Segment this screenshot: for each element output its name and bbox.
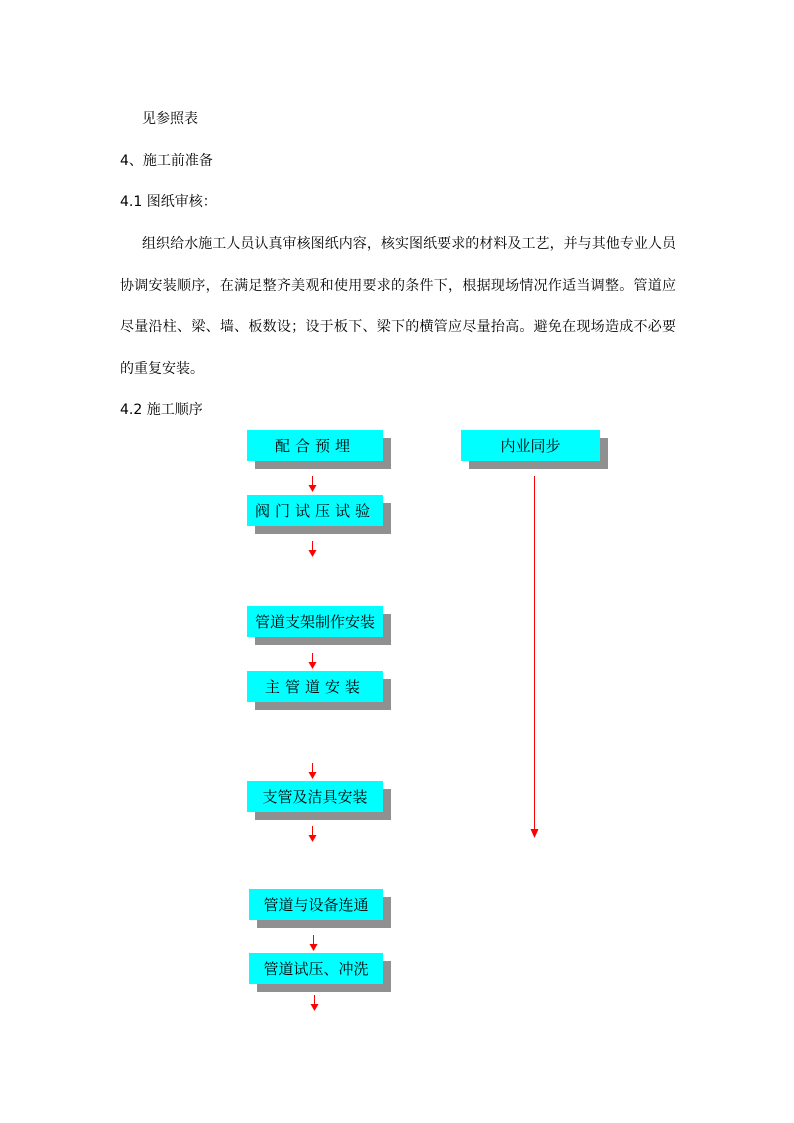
section-4-1-heading: 4.1 图纸审核： bbox=[120, 194, 217, 210]
flow-step-label: 阀门试压试验 bbox=[247, 495, 383, 526]
down-arrow-icon bbox=[308, 826, 317, 842]
down-arrow-icon bbox=[308, 541, 317, 557]
section-4-heading: 4、施工前准备 bbox=[120, 153, 213, 169]
flow-step-3 bbox=[247, 606, 383, 637]
flow-step-5 bbox=[247, 781, 383, 812]
flow-step-4 bbox=[247, 671, 383, 702]
down-arrow-icon bbox=[308, 653, 317, 669]
flow-step-label: 内业同步 bbox=[461, 430, 600, 461]
down-arrow-icon bbox=[310, 995, 319, 1011]
section-4-2-heading: 4.2 施工顺序 bbox=[120, 402, 203, 418]
flow-step-label: 主管道安装 bbox=[247, 671, 383, 702]
flow-step-1 bbox=[247, 430, 383, 461]
flow-step-6 bbox=[249, 889, 383, 920]
flow-step-7 bbox=[249, 953, 383, 984]
section-4-1-paragraph: 组织给水施工人员认真审核图纸内容，核实图纸要求的材料及工艺，并与其他专业人员协调安装顺序，在满足整齐美观和使用要求的条件下，根据现场情况作适当调整。管道应尽量沿柱、梁、墙、板数设；设于板下、梁下的横管应尽量抬高。避免在现场造成不必要的重复安装。 bbox=[120, 236, 676, 377]
down-arrow-icon bbox=[308, 763, 317, 779]
flow-step-label: 管道与设备连通 bbox=[249, 889, 383, 920]
flow-step-label: 管道支架制作安装 bbox=[247, 606, 383, 637]
flow-side-step bbox=[461, 430, 600, 461]
down-arrow-icon bbox=[308, 476, 317, 492]
flow-step-label: 支管及洁具安装 bbox=[247, 781, 383, 812]
reference-note: 见参照表 bbox=[142, 111, 198, 127]
down-arrow-icon bbox=[309, 935, 318, 951]
flow-step-label: 配合预埋 bbox=[247, 430, 383, 461]
long-down-arrow-icon bbox=[530, 476, 539, 838]
flow-step-label: 管道试压、冲洗 bbox=[249, 953, 383, 984]
flow-step-2 bbox=[247, 495, 383, 526]
